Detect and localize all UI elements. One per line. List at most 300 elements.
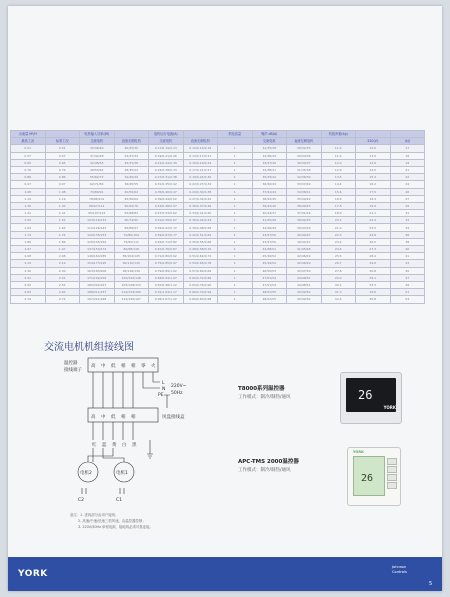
york-logo: YORK	[18, 569, 48, 579]
spec-table	[10, 130, 425, 304]
table-cell: 25.5	[321, 253, 356, 260]
table-cell: 0.60/0.72/0.86	[183, 274, 218, 281]
table-cell: 43/47/50	[252, 231, 287, 238]
table-cell: 95/107/122	[80, 210, 115, 217]
table-cell: 36/40/43	[287, 202, 322, 209]
table-cell: 33/37/40	[287, 181, 322, 188]
table-cell: 47/51/54	[252, 274, 287, 281]
table-cell: 37/41/44	[252, 188, 287, 195]
bottom-terminal-low: 低	[111, 415, 116, 420]
top-terminal-labels	[91, 362, 156, 369]
terminal-label-2: 接线端子	[64, 368, 82, 373]
table-cell: 0.19/0.21/0.26	[149, 152, 184, 159]
table-cell: 0.22/0.27/0.34	[183, 181, 218, 188]
wire-color-yellow: 黄	[112, 443, 117, 448]
table-cell: 0.76	[45, 166, 80, 173]
table-cell: 0.57	[45, 152, 80, 159]
table-cell: 0.27/0.31/0.38	[149, 174, 184, 181]
table-cell: 0.45/0.55/0.66	[183, 238, 218, 245]
table-cell: 115/140/167	[114, 296, 149, 303]
table-cell: 电机输入功率(W)	[80, 131, 115, 138]
table-cell: 13.6	[356, 159, 391, 166]
table-cell: 0.97	[11, 181, 46, 188]
table-cell: 33	[390, 217, 425, 224]
table-cell	[45, 131, 80, 138]
table-cell: 0.48/0.58/0.70	[183, 246, 218, 253]
table-row	[11, 181, 425, 188]
ground-wire	[164, 395, 170, 408]
table-cell: 电机运行电流(A)	[149, 131, 184, 138]
table-cell: 1.19	[45, 195, 80, 202]
table-cell: 1	[218, 253, 253, 260]
table-cell: 42/48/55	[80, 159, 115, 166]
table-cell: 0.51	[45, 145, 80, 152]
table-cell: 2.74	[11, 296, 46, 303]
table-cell: 23.4	[321, 238, 356, 245]
table-cell: 13.0	[356, 152, 391, 159]
top-terminal-phase-2: 相	[131, 364, 136, 369]
table-cell: 0.33/0.41/0.50	[183, 210, 218, 217]
table-cell	[356, 131, 391, 138]
apc-key-2	[387, 466, 397, 473]
motor-2-label: 电机2	[80, 471, 92, 476]
table-cell: 14.4	[321, 181, 356, 188]
table-cell: 105/128/153	[114, 281, 149, 288]
table-header-row	[11, 138, 425, 145]
table-row	[11, 174, 425, 181]
table-cell: 12.5	[356, 145, 391, 152]
wiring-section-title: 交流电机机组接线图	[44, 342, 134, 353]
table-cell: 41	[390, 253, 425, 260]
table-cell: 1	[218, 188, 253, 195]
table-cell: 0.51/0.58/0.67	[149, 217, 184, 224]
table-cell: 0.35/0.40/0.47	[149, 188, 184, 195]
wire-color-white: 白	[122, 443, 127, 448]
table-cell: 1	[218, 246, 253, 253]
table-cell: 0.39/0.48/0.58	[183, 224, 218, 231]
table-cell: 42/46/49	[287, 260, 322, 267]
table-cell: 78/88/101	[80, 195, 115, 202]
table-cell: 0.12/0.16/0.19	[183, 145, 218, 152]
table-cell: 22.4	[356, 217, 391, 224]
table-cell: 0.65	[45, 159, 80, 166]
motor-feed-wires	[88, 448, 124, 462]
table-cell: 20.1	[321, 217, 356, 224]
table-cell: 21.1	[356, 210, 391, 217]
table-cell: 44/48/51	[287, 274, 322, 281]
table-cell: 交流电机	[149, 138, 184, 145]
table-cell: 40/44/47	[287, 231, 322, 238]
table-cell: 38/42/45	[252, 195, 287, 202]
table-cell: 2.41	[11, 274, 46, 281]
table-cell: 32/36/39	[287, 174, 322, 181]
table-cell: 14.5	[356, 166, 391, 173]
table-cell: 42/46/49	[252, 224, 287, 231]
bottom-terminal-labels	[91, 413, 136, 420]
table-cell: 70/86/104	[114, 231, 149, 238]
wiring-diagram	[64, 354, 214, 504]
table-cell: (kJ)	[390, 138, 425, 145]
table-cell: 0.75/0.85/0.97	[149, 260, 184, 267]
table-cell: 直流无刷电机	[114, 138, 149, 145]
table-cell: 0.97	[45, 181, 80, 188]
table-cell: 0.59/0.67/0.77	[149, 231, 184, 238]
footer-bar	[8, 557, 442, 591]
table-cell: 90/110/132	[114, 260, 149, 267]
table-cell: 直流无刷电机	[287, 138, 322, 145]
table-cell: 24.8	[356, 231, 391, 238]
bottom-terminal-high: 高	[91, 415, 96, 420]
apc-key-1	[387, 458, 397, 465]
table-cell: 0.36/0.44/0.54	[183, 217, 218, 224]
table-cell: 37/41/44	[287, 210, 322, 217]
table-cell: 2.19	[11, 260, 46, 267]
table-cell: 100/122/146	[114, 274, 149, 281]
table-cell: 1	[218, 238, 253, 245]
table-cell: 171/192/216	[80, 274, 115, 281]
johnson-controls-logo	[392, 565, 407, 574]
table-cell: 30.8	[356, 267, 391, 274]
table-cell: 最高工况	[11, 138, 46, 145]
table-cell: 40/44/47	[252, 210, 287, 217]
table-cell: 55/68/83	[114, 210, 149, 217]
table-cell: 62/71/80	[80, 181, 115, 188]
table-cell: 32/36/39	[252, 152, 287, 159]
table-cell: 1.08	[11, 188, 46, 195]
t8000-mode: 工作模式：制冷/制热/通风	[238, 395, 291, 400]
table-cell: 0.15/0.19/0.24	[183, 159, 218, 166]
table-cell: 2.52	[11, 281, 46, 288]
table-cell: 32/40/49	[114, 174, 149, 181]
table-cell: 0.91/1.03/1.17	[149, 289, 184, 296]
table-cell: 0.43/0.48/0.57	[149, 202, 184, 209]
table-cell: 16.5	[321, 195, 356, 202]
table-cell: 1	[218, 174, 253, 181]
table-cell: 2.19	[45, 260, 80, 267]
table-row	[11, 210, 425, 217]
table-cell: 1.97	[11, 246, 46, 253]
wire-color-blue: 蓝	[102, 443, 107, 448]
table-cell: 43	[390, 260, 425, 267]
table-row	[11, 238, 425, 245]
table-cell: 0.13/0.17/0.21	[183, 152, 218, 159]
table-row	[11, 188, 425, 195]
table-cell: 34	[390, 224, 425, 231]
table-cell: 80/98/118	[114, 246, 149, 253]
supply-frequency-label: 50Hz	[171, 391, 183, 396]
supply-voltage-label: 220V~	[171, 384, 187, 389]
table-row	[11, 202, 425, 209]
table-cell: 0.86	[11, 174, 46, 181]
table-cell: 1	[218, 217, 253, 224]
table-cell: 49	[390, 281, 425, 288]
table-cell: 35/39/42	[287, 195, 322, 202]
apc-thermostat-image	[347, 447, 401, 506]
table-row	[11, 231, 425, 238]
table-cell: 31/35/38	[252, 145, 287, 152]
table-cell: 1.19	[11, 195, 46, 202]
table-row	[11, 267, 425, 274]
terminal-label-1: 温控器	[64, 361, 78, 366]
table-cell: 1	[218, 267, 253, 274]
apc-screen	[353, 456, 385, 496]
table-cell: 18	[390, 152, 425, 159]
table-cell: 95/116/139	[114, 267, 149, 274]
table-cell: 70/80/91	[80, 188, 115, 195]
table-cell: 交流电机	[80, 138, 115, 145]
table-cell: 34.6	[356, 289, 391, 296]
table-cell: 0.55/0.62/0.72	[149, 224, 184, 231]
table-cell: 44/48/51	[287, 281, 322, 288]
top-terminal-neutral: 零	[141, 364, 146, 369]
table-cell: 0.86	[45, 174, 80, 181]
table-row	[11, 195, 425, 202]
top-terminal-mid: 中	[101, 364, 106, 369]
wire-color-red: 红	[92, 443, 97, 448]
table-cell: 85/104/125	[114, 253, 149, 260]
table-cell: 0.17/0.19/0.23	[149, 145, 184, 152]
table-cell: 1	[218, 231, 253, 238]
table-cell: 33/37/40	[252, 159, 287, 166]
table-cell: 36/45/55	[114, 181, 149, 188]
table-cell: 46/50/53	[252, 267, 287, 274]
table-cell: 1	[218, 145, 253, 152]
table-cell: 0.27/0.34/0.42	[183, 195, 218, 202]
t8000-display: 26	[358, 388, 373, 402]
supply-pe-label: PE	[158, 393, 164, 398]
table-cell: 53	[390, 296, 425, 303]
table-cell: 35/39/42	[252, 174, 287, 181]
table-cell: 25/31/38	[114, 159, 149, 166]
table-cell: 48/55/62	[80, 166, 115, 173]
table-cell	[321, 138, 356, 145]
table-cell: 18.9	[321, 210, 356, 217]
table-cell: 36	[390, 231, 425, 238]
table-cell: 47	[390, 274, 425, 281]
ground-symbol-icon	[147, 440, 153, 458]
table-cell: 0.57/0.69/0.82	[183, 267, 218, 274]
table-cell: 29.0	[321, 274, 356, 281]
motor-wires	[93, 422, 133, 440]
table-cell: 2.30	[11, 267, 46, 274]
cap-1-label: C1	[116, 498, 123, 503]
spec-table-body	[11, 131, 425, 304]
table-cell: 1	[218, 296, 253, 303]
table-cell: 2.74	[45, 296, 80, 303]
table-cell: 38	[390, 238, 425, 245]
table-cell: 0.65	[11, 159, 46, 166]
note-3: 3. 220V/50Hz 单相电源，接地线必须可靠连接。	[78, 525, 153, 529]
table-cell: 1.74	[11, 231, 46, 238]
junction-box-label: 风盘接线盒	[162, 415, 185, 420]
table-cell: 15.6	[321, 188, 356, 195]
table-cell: 0.87/0.98/1.12	[149, 281, 184, 288]
table-cell: 34/38/41	[252, 166, 287, 173]
table-cell: 1	[218, 260, 253, 267]
table-row	[11, 224, 425, 231]
table-cell: 36/40/43	[252, 181, 287, 188]
table-cell: 180/202/227	[80, 281, 115, 288]
table-cell: 37/42/48	[80, 152, 115, 159]
table-cell: 137/154/174	[80, 246, 115, 253]
table-cell: 11.0	[321, 145, 356, 152]
table-cell: 1.52	[45, 217, 80, 224]
table-cell: 交流电机	[252, 138, 287, 145]
table-cell: 11.4	[321, 152, 356, 159]
table-cell: 45/49/52	[252, 253, 287, 260]
table-row	[11, 152, 425, 159]
bottom-terminal-phase-1: 相	[121, 415, 126, 420]
supply-n-label: N	[162, 387, 166, 392]
table-cell: 0.79/0.89/1.02	[149, 267, 184, 274]
table-cell: 28/32/35	[287, 145, 322, 152]
table-cell: 45/49/52	[252, 260, 287, 267]
top-terminal-high: 高	[91, 364, 96, 369]
table-cell: 23.5	[356, 224, 391, 231]
table-cell: 45/49/52	[287, 296, 322, 303]
table-cell	[287, 131, 322, 138]
table-cell: 18.4	[356, 195, 391, 202]
apc-display: 26	[361, 473, 374, 484]
table-cell: 12.0	[321, 159, 356, 166]
table-cell	[390, 131, 425, 138]
table-cell: 0.83/0.94/1.07	[149, 274, 184, 281]
table-row	[11, 145, 425, 152]
table-cell: 2.08	[11, 253, 46, 260]
apc-key-4	[387, 482, 397, 489]
table-cell: 0.31/0.35/0.42	[149, 181, 184, 188]
table-cell: 29.6	[356, 260, 391, 267]
table-cell: 27.3	[356, 246, 391, 253]
table-cell: 86/97/112	[80, 202, 115, 209]
table-row	[11, 253, 425, 260]
table-cell: 38/42/45	[287, 217, 322, 224]
table-cell: 42/46/49	[287, 253, 322, 260]
partner-line-2: Controls	[392, 569, 407, 574]
table-cell: 2.08	[45, 253, 80, 260]
table-cell: 35.8	[356, 296, 391, 303]
wiring-notes	[70, 512, 153, 530]
table-cell: 12.9	[321, 166, 356, 173]
terminal-wires	[93, 372, 160, 408]
table-cell: 噪声 dB(A)	[252, 131, 287, 138]
table-cell: 45/49/52	[287, 289, 322, 296]
bottom-terminal-phase-2: 相	[131, 415, 136, 420]
table-cell: 2.30	[45, 267, 80, 274]
table-cell: 1	[218, 281, 253, 288]
table-cell: 1	[218, 224, 253, 231]
table-cell: 112/126/143	[80, 224, 115, 231]
table-cell: 32/36/40	[80, 145, 115, 152]
table-cell: 41/45/48	[287, 246, 322, 253]
table-cell: 15.3	[356, 174, 391, 181]
supply-l-label: L	[162, 381, 165, 386]
table-cell: 21.0	[321, 224, 356, 231]
table-cell: 0.42/0.51/0.62	[183, 231, 218, 238]
table-cell: 43/47/50	[252, 238, 287, 245]
table-cell: 27	[390, 195, 425, 202]
table-cell	[218, 138, 253, 145]
table-cell: 44/48/51	[252, 246, 287, 253]
table-cell: 0.71/0.80/0.92	[149, 253, 184, 260]
table-row	[11, 281, 425, 288]
table-cell: 41/45/48	[252, 217, 287, 224]
top-terminal-low: 低	[111, 364, 116, 369]
table-row	[11, 246, 425, 253]
table-cell: 32.1	[356, 274, 391, 281]
table-cell: 1.41	[11, 210, 46, 217]
table-cell: 28/35/43	[114, 166, 149, 173]
motor-1-label: 电机1	[116, 471, 128, 476]
table-cell: 31/35/38	[287, 166, 322, 173]
cap-2-label: C2	[78, 498, 85, 503]
table-cell: 51	[390, 289, 425, 296]
table-cell: 0.39/0.44/0.52	[149, 195, 184, 202]
table-cell: 机组净重(kg)	[321, 131, 356, 138]
table-cell: 2.41	[45, 274, 80, 281]
note-2: 2. 高速/中速/低速三档风速，由温控器控制；	[78, 519, 146, 523]
table-cell: 0.51	[11, 145, 46, 152]
table-cell: 直流无刷电机	[183, 138, 218, 145]
table-cell: 0.54/0.65/0.78	[183, 260, 218, 267]
table-cell: 0.63/0.76/0.90	[183, 281, 218, 288]
table-cell: 47/51/54	[252, 281, 287, 288]
table-cell: 43/47/50	[287, 267, 322, 274]
table-cell: 34/38/41	[287, 188, 322, 195]
table-cell: 103/116/133	[80, 217, 115, 224]
table-cell: 1.86	[45, 238, 80, 245]
table-cell: 129/145/164	[80, 238, 115, 245]
table-cell: 1	[218, 159, 253, 166]
table-cell: 33.3	[356, 281, 391, 288]
table-cell: 31	[390, 210, 425, 217]
table-cell: 0.66/0.79/0.94	[183, 289, 218, 296]
table-cell: 1.74	[45, 231, 80, 238]
apc-name: APC-TMS 2000温控器	[238, 459, 299, 465]
table-row	[11, 159, 425, 166]
table-row	[11, 296, 425, 303]
capacitor-icons	[82, 488, 124, 494]
wire-color-black: 黑	[132, 443, 137, 448]
table-cell: 1.08	[45, 188, 80, 195]
table-cell: 29/33/36	[287, 152, 322, 159]
table-cell: 146/164/185	[80, 253, 115, 260]
table-cell: 1.86	[11, 238, 46, 245]
table-cell: 0.63/0.71/0.82	[149, 238, 184, 245]
table-cell: 0.51/0.62/0.74	[183, 253, 218, 260]
t8000-brand: YORK	[383, 405, 396, 410]
table-cell: 1.97	[45, 246, 80, 253]
table-cell: 50/62/76	[114, 202, 149, 209]
apc-brand: YORK	[353, 450, 364, 454]
table-cell: 0.24/0.30/0.38	[183, 188, 218, 195]
note-1: 备注：1. 虚线部分由用户接线；	[70, 513, 119, 517]
table-cell: 24	[390, 181, 425, 188]
table-cell: 1	[218, 274, 253, 281]
table-cell: 154/173/195	[80, 260, 115, 267]
table-cell: 21	[390, 166, 425, 173]
table-row	[11, 274, 425, 281]
apc-key-3	[387, 474, 397, 481]
table-cell: 22.3	[321, 231, 356, 238]
table-cell: 1	[218, 210, 253, 217]
table-cell: 30.1	[321, 281, 356, 288]
table-cell: 22/27/34	[114, 152, 149, 159]
apc-mode: 工作模式：制冷/制热/通风	[238, 468, 291, 473]
table-cell: 197/221/248	[80, 296, 115, 303]
table-cell: 标准工况	[45, 138, 80, 145]
table-cell: 2.63	[45, 289, 80, 296]
